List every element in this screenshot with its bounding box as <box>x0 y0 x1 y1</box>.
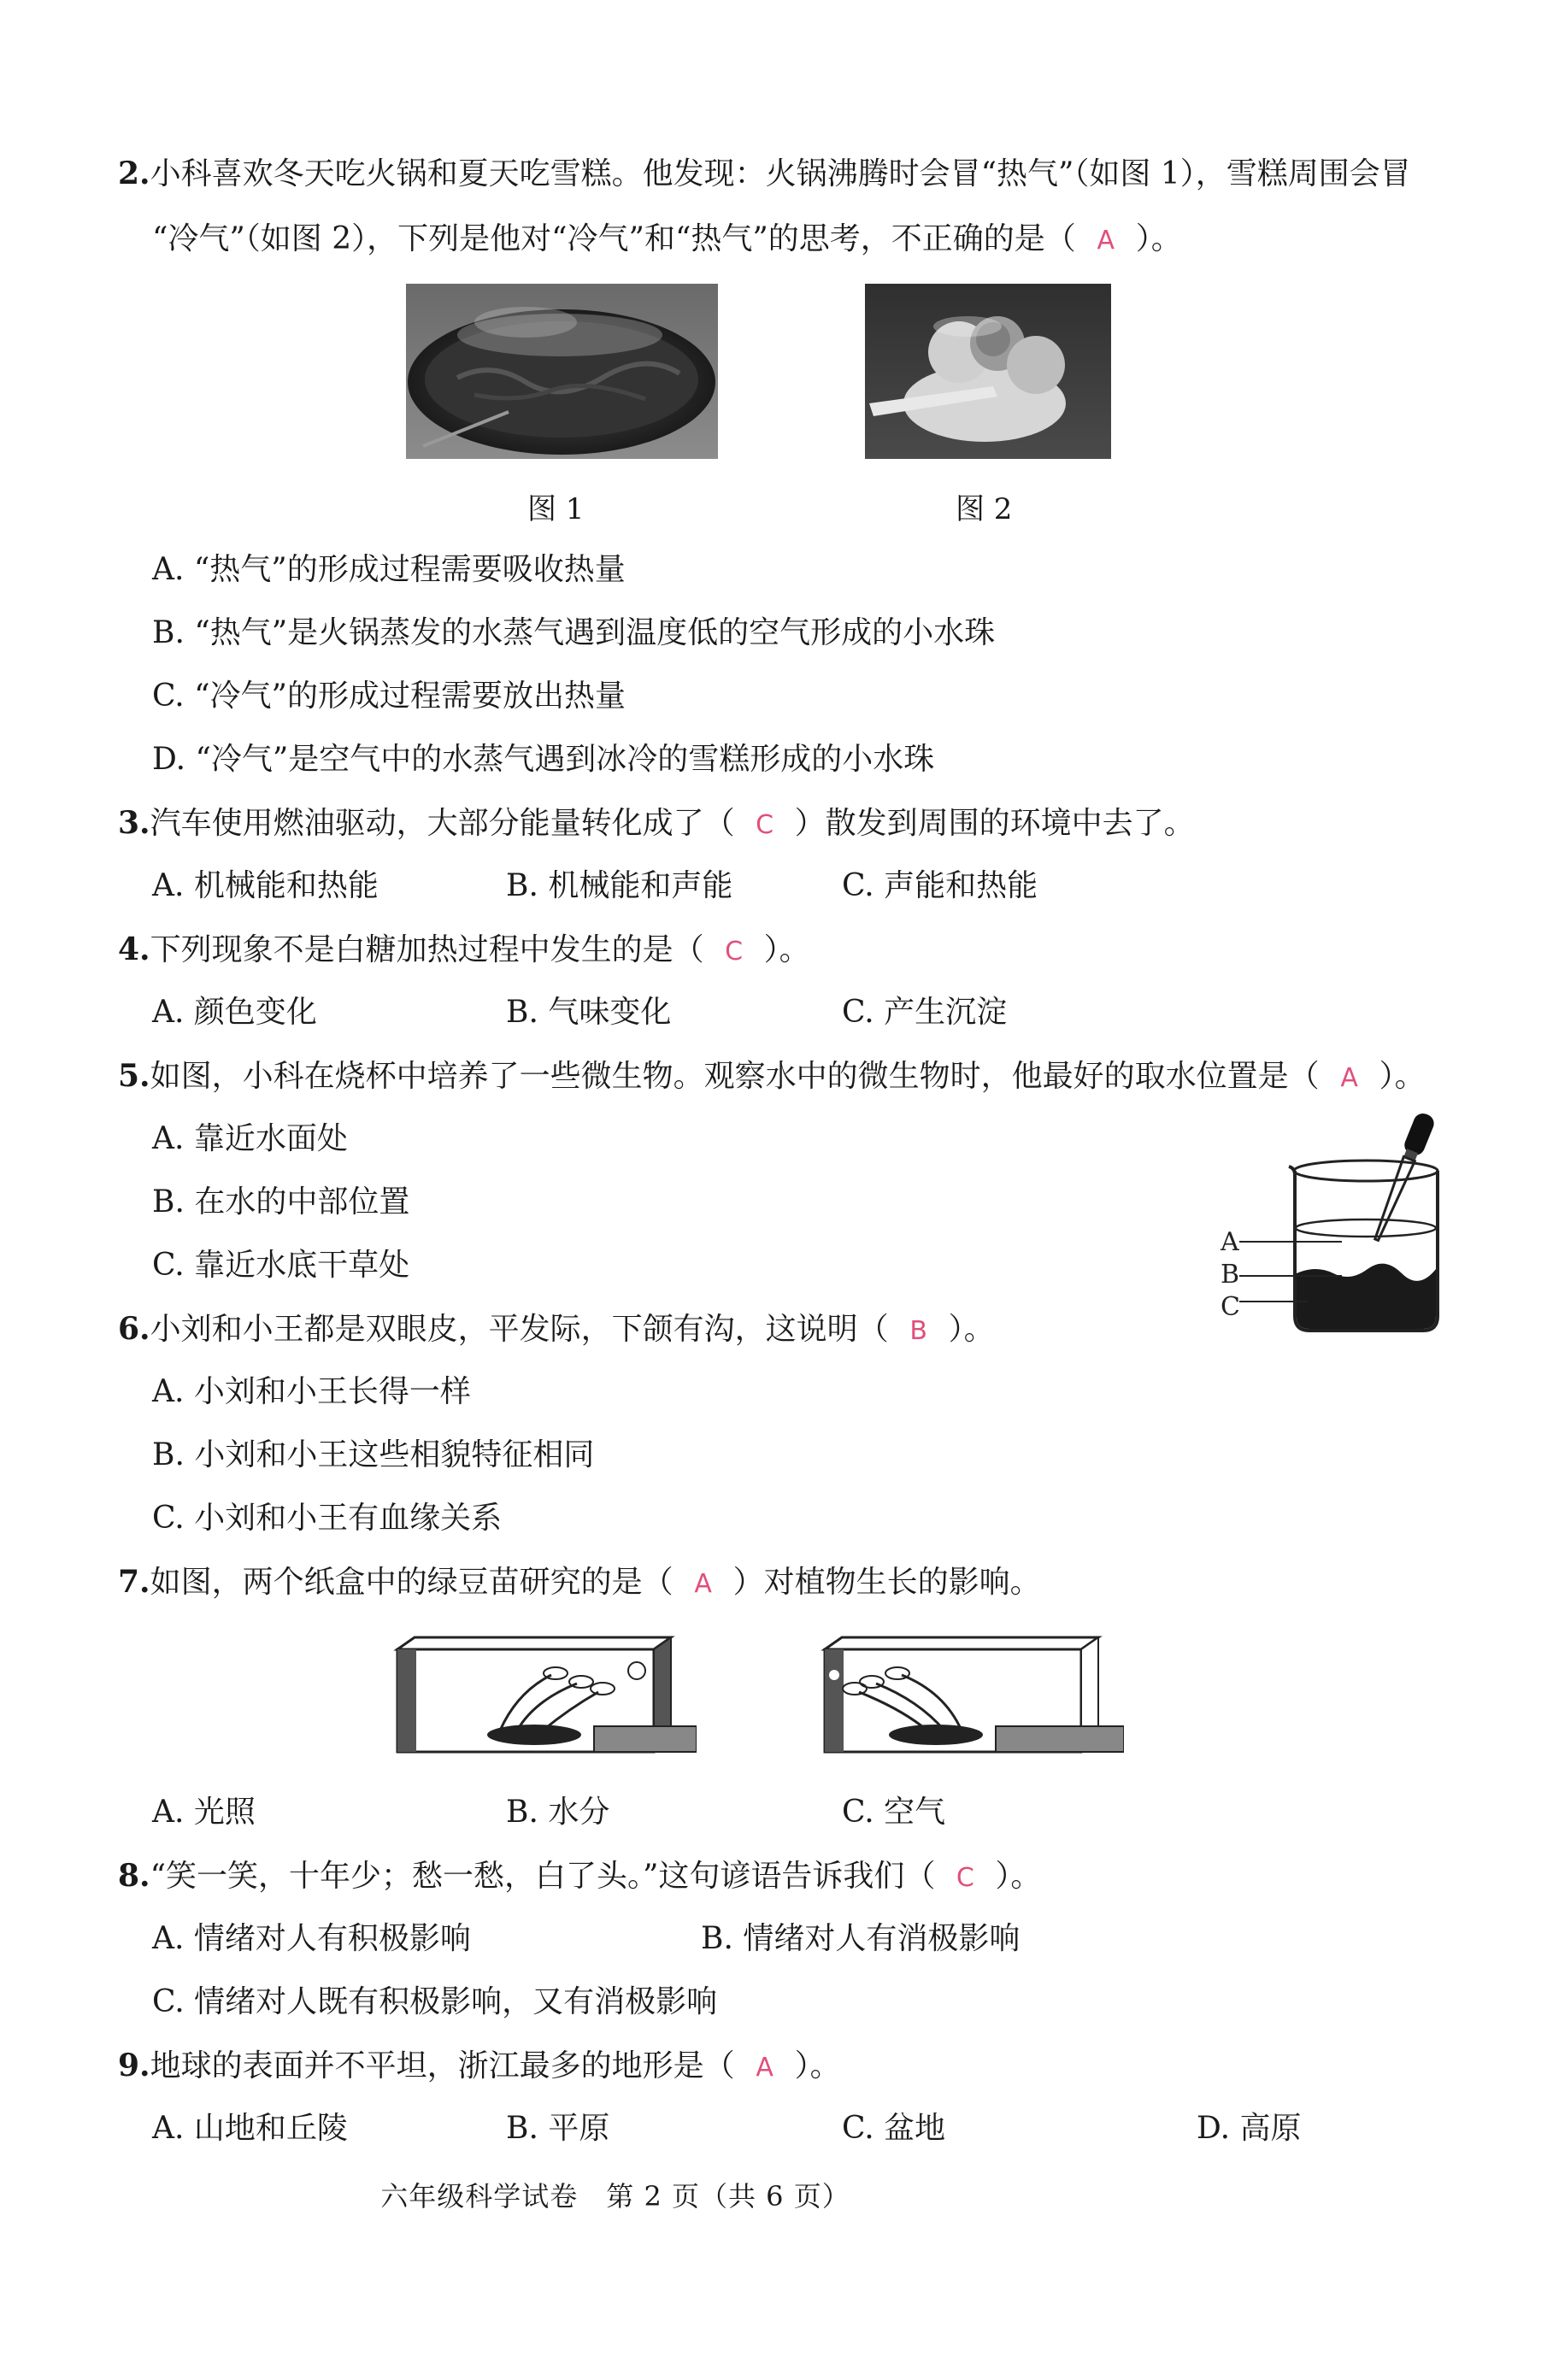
q2-stem-text2: “冷气”（如图 2），下列是他对“冷气”和“热气”的思考，不正确的是（ <box>152 221 1076 256</box>
q8-stem <box>118 1856 1041 1898</box>
q9-number: 9. <box>118 2048 150 2083</box>
q9-stem <box>118 2046 841 2088</box>
q7-option-b: B. 水分 <box>506 1795 610 1830</box>
q4-option-a: A. 颜色变化 <box>152 995 317 1030</box>
q8-answer: C <box>956 1863 974 1893</box>
q6-stem-end: ）。 <box>948 1312 995 1347</box>
q6-stem <box>118 1309 995 1351</box>
q3-option-a: A. 机械能和热能 <box>152 868 379 903</box>
q9-answer: A <box>756 2053 774 2083</box>
q5-option-b: B. 在水的中部位置 <box>152 1184 410 1219</box>
q8-stem-text: “笑一笑，十年少；愁一愁，白了头。”这句谚语告诉我们（ <box>150 1859 936 1894</box>
q3-stem-end: ）散发到周围的环境中去了。 <box>794 806 1195 841</box>
q5-answer: A <box>1340 1063 1358 1093</box>
q3-stem <box>118 803 1195 845</box>
beaker-label-c: C <box>1221 1292 1240 1322</box>
q3-option-c: C. 声能和热能 <box>842 868 1038 903</box>
q7-answer: A <box>694 1569 712 1599</box>
q3-answer: C <box>756 810 774 840</box>
q2-stem-end: ）。 <box>1135 221 1182 256</box>
q7-option-a: A. 光照 <box>152 1795 256 1830</box>
q4-option-c: C. 产生沉淀 <box>842 995 1008 1030</box>
beaker-label-b: B <box>1221 1260 1240 1290</box>
q7-option-c: C. 空气 <box>842 1795 946 1830</box>
q5-stem-text: 如图，小科在烧杯中培养了一些微生物。观察水中的微生物时，他最好的取水位置是（ <box>150 1059 1320 1094</box>
q9-option-d: D. 高原 <box>1197 2111 1302 2146</box>
q9-option-b: B. 平原 <box>506 2111 610 2146</box>
q8-option-a: A. 情绪对人有积极影响 <box>152 1921 471 1956</box>
q4-number: 4. <box>118 931 150 967</box>
fig1-caption: 图 1 <box>527 492 585 526</box>
beaker-figure <box>1214 1107 1449 1337</box>
q8-number: 8. <box>118 1858 150 1894</box>
q9-stem-text: 地球的表面并不平坦，浙江最多的地形是（ <box>150 2048 735 2083</box>
beaker-label-a: A <box>1221 1227 1239 1257</box>
q3-option-b: B. 机械能和声能 <box>506 868 733 903</box>
q4-answer: C <box>725 937 744 967</box>
q2-option-d: D. “冷气”是空气中的水蒸气遇到冰冷的雪糕形成的小水珠 <box>152 742 935 777</box>
q6-number: 6. <box>118 1311 150 1347</box>
q3-stem-text: 汽车使用燃油驱动，大部分能量转化成了（ <box>150 806 735 841</box>
q6-option-a: A. 小刘和小王长得一样 <box>152 1374 471 1409</box>
q9-option-c: C. 盆地 <box>842 2111 946 2146</box>
q7-stem-end: ）对植物生长的影响。 <box>732 1565 1041 1600</box>
q6-option-b: B. 小刘和小王这些相貌特征相同 <box>152 1437 595 1472</box>
q5-option-c: C. 靠近水底干草处 <box>152 1248 410 1283</box>
hotpot-photo <box>406 284 718 459</box>
q2-option-b: B. “热气”是火锅蒸发的水蒸气遇到温度低的空气形成的小水珠 <box>152 615 996 650</box>
q9-option-a: A. 山地和丘陵 <box>152 2111 348 2146</box>
q2-number: 2. <box>118 156 150 191</box>
q5-stem <box>118 1056 1426 1098</box>
seedling-box-1 <box>389 1632 697 1760</box>
q2-stem-line2 <box>152 220 1182 261</box>
q2-answer: A <box>1097 226 1115 256</box>
q4-stem <box>118 930 810 972</box>
q2-option-c: C. “冷气”的形成过程需要放出热量 <box>152 679 626 714</box>
q9-stem-end: ）。 <box>794 2048 841 2083</box>
seedling-box-2 <box>816 1632 1124 1760</box>
q2-stem-line1 <box>118 154 1411 194</box>
q3-number: 3. <box>118 805 150 841</box>
page-footer: 六年级科学试卷 第 2 页（共 6 页） <box>380 2180 850 2213</box>
q2-stem-text: 小科喜欢冬天吃火锅和夏天吃雪糕。他发现：火锅沸腾时会冒“热气”（如图 1），雪糕周围会冒 <box>150 156 1411 191</box>
q4-stem-end: ）。 <box>763 932 810 967</box>
q6-answer: B <box>909 1316 927 1346</box>
q2-option-a: A. “热气”的形成过程需要吸收热量 <box>152 552 626 587</box>
q7-stem-text: 如图，两个纸盒中的绿豆苗研究的是（ <box>150 1565 674 1600</box>
q5-number: 5. <box>118 1058 150 1094</box>
q6-stem-text: 小刘和小王都是双眼皮，平发际，下颌有沟，这说明（ <box>150 1312 889 1347</box>
q5-stem-end: ）。 <box>1379 1059 1426 1094</box>
q4-stem-text: 下列现象不是白糖加热过程中发生的是（ <box>150 932 704 967</box>
popsicle-photo <box>865 284 1111 459</box>
q5-option-a: A. 靠近水面处 <box>152 1121 348 1156</box>
q4-option-b: B. 气味变化 <box>506 995 672 1030</box>
q8-stem-end: ）。 <box>995 1859 1042 1894</box>
q8-option-c: C. 情绪对人既有积极影响，又有消极影响 <box>152 1984 718 2019</box>
fig2-caption: 图 2 <box>956 492 1013 526</box>
q6-option-c: C. 小刘和小王有血缘关系 <box>152 1501 503 1536</box>
q7-number: 7. <box>118 1564 150 1600</box>
q7-stem <box>118 1562 1041 1604</box>
q8-option-b: B. 情绪对人有消极影响 <box>701 1921 1021 1956</box>
